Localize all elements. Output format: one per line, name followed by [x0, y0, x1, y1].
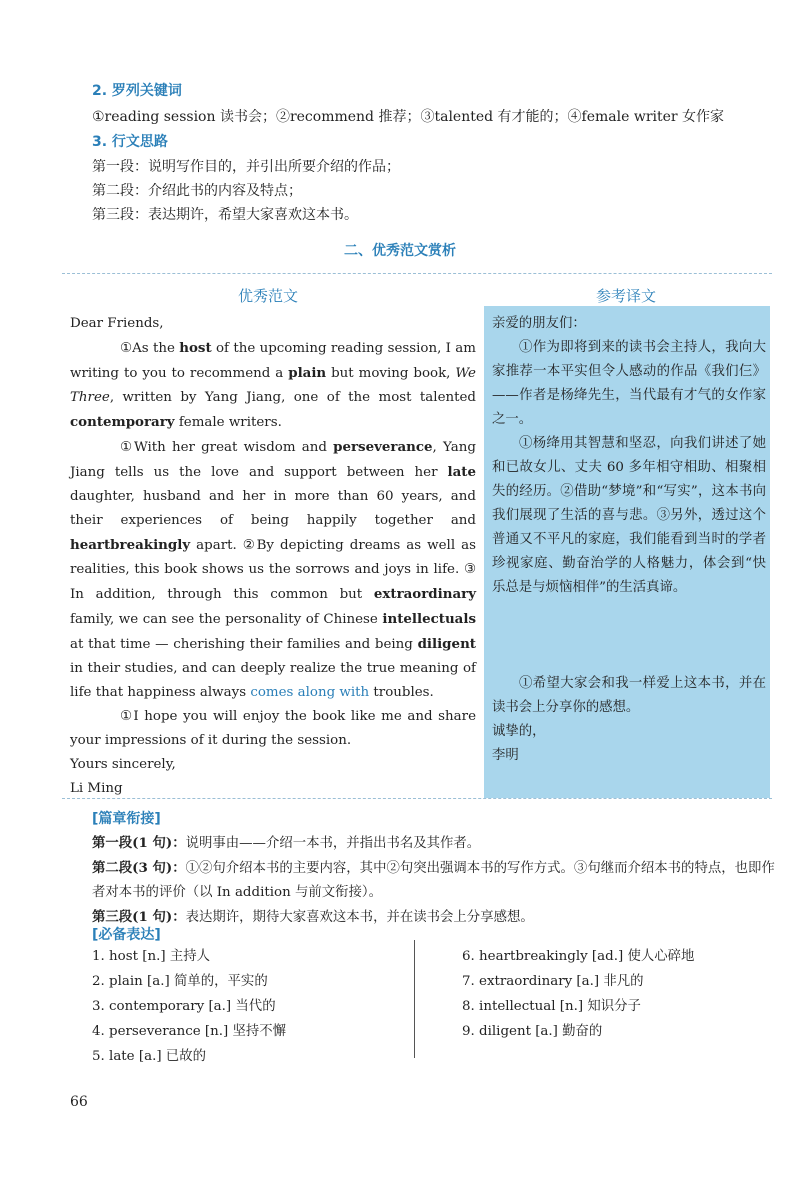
essay-para-1: ①As the host of the upcoming reading session, I am writing to you to recommend a plain but moving book, We Three, written by Yang Jiang, one of the most talented contemporary female writers. [70, 340, 476, 430]
essay-para-3: ①I hope you will enjoy the book like me and share your impressions of it during the session. [70, 709, 476, 748]
heading-outline: 3. 行文思路 [92, 134, 168, 150]
translation-para-3: ①希望大家会和我一样爱上这本书，并在读书会上分享你的感想。 [492, 676, 766, 715]
divider-top [62, 273, 772, 274]
column-head-essay: 优秀范文 [238, 287, 299, 305]
vocab-item: 7. extraordinary [a.] 非凡的 [462, 974, 644, 989]
essay-para-2: ①With her great wisdom and perseverance, Yang Jiang tells us the love and support between her late daughter, husband and her in more than 60 years, and their experiences of being happily together and heartbreakingly apart. ②By depicting dreams as well as realities, this book shows us the sorrows and joys in life. ③ In addition, through this common but extraordinary family, we can see the personality of Chinese intellectuals at that time — cherishing their families and being diligent in their studies, and can deeply realize the true meaning of life that happiness always comes along with troubles. [70, 439, 476, 700]
page-number: 66 [70, 1094, 88, 1110]
structure-para-1: 第一段(1 句)：说明事由——介绍一本书，并指出书名及其作者。 [92, 835, 481, 851]
vocab-item: 8. intellectual [n.] 知识分子 [462, 999, 641, 1014]
essay-signature: Li Ming [70, 781, 123, 796]
vocab-item: 4. perseverance [n.] 坚持不懈 [92, 1024, 287, 1039]
translation [492, 312, 766, 768]
heading-keywords: 2. 罗列关键词 [92, 83, 182, 99]
keywords-line: ①reading session 读书会；②recommend 推荐；③talented 有才能的；④female writer 女作家 [92, 109, 725, 125]
translation-greeting: 亲爱的朋友们： [492, 316, 586, 331]
structure-para-3: 第三段(1 句)：表达期许，期待大家喜欢这本书，并在读书会上分享感想。 [92, 909, 534, 925]
translation-signature: 李明 [492, 748, 519, 763]
vocab-list-right [462, 944, 694, 1044]
essay-greeting: Dear Friends, [70, 316, 164, 331]
outline-para-2: 第二段：介绍此书的内容及特点； [92, 183, 302, 199]
vocab-item: 6. heartbreakingly [ad.] 使人心碎地 [462, 949, 695, 964]
translation-para-2: ①杨绛用其智慧和坚忍，向我们讲述了她和已故女儿、丈夫 60 多年相守相助、相聚相失的经历。②借助“梦境”和“写实”，这本书向我们展现了生活的喜与悲。③另外，透过这个普通又不平凡的家庭，我们能看到当时的学者珍视家庭、勤奋治学的人格魅力，体会到“快乐总是与烦恼相伴”的生活真谛。 [492, 436, 766, 595]
divider-bottom [62, 798, 772, 799]
structure-notes [92, 831, 778, 930]
vocab-tag: [必备表达] [92, 927, 161, 943]
column-head-translation: 参考译文 [596, 287, 657, 305]
outline-para-3: 第三段：表达期许，希望大家喜欢这本书。 [92, 207, 358, 223]
vocab-divider [414, 940, 415, 1058]
structure-para-2: 第二段(3 句)：①②句介绍本书的主要内容，其中②句突出强调本书的写作方式。③句继而介绍本书的特点，也即作者对本书的评价（以 In addition 与前文衔接）。 [92, 860, 775, 900]
section-title: 二、优秀范文赏析 [344, 243, 456, 259]
structure-tag: [篇章衔接] [92, 811, 161, 827]
translation-para-1: ①作为即将到来的读书会主持人，我向大家推荐一本平实但令人感动的作品《我们仨》——作者是杨绛先生，当代最有才气的女作家之一。 [492, 340, 766, 427]
translation-closing: 诚挚的， [492, 724, 546, 739]
essay [70, 312, 476, 801]
outline-para-1: 第一段：说明写作目的，并引出所要介绍的作品； [92, 159, 400, 175]
essay-closing: Yours sincerely, [70, 757, 176, 772]
vocab-item: 2. plain [a.] 简单的，平实的 [92, 974, 268, 989]
vocab-item: 1. host [n.] 主持人 [92, 949, 210, 964]
vocab-item: 5. late [a.] 已故的 [92, 1049, 206, 1064]
vocab-list-left [92, 944, 286, 1069]
vocab-item: 9. diligent [a.] 勤奋的 [462, 1024, 603, 1039]
vocab-item: 3. contemporary [a.] 当代的 [92, 999, 276, 1014]
